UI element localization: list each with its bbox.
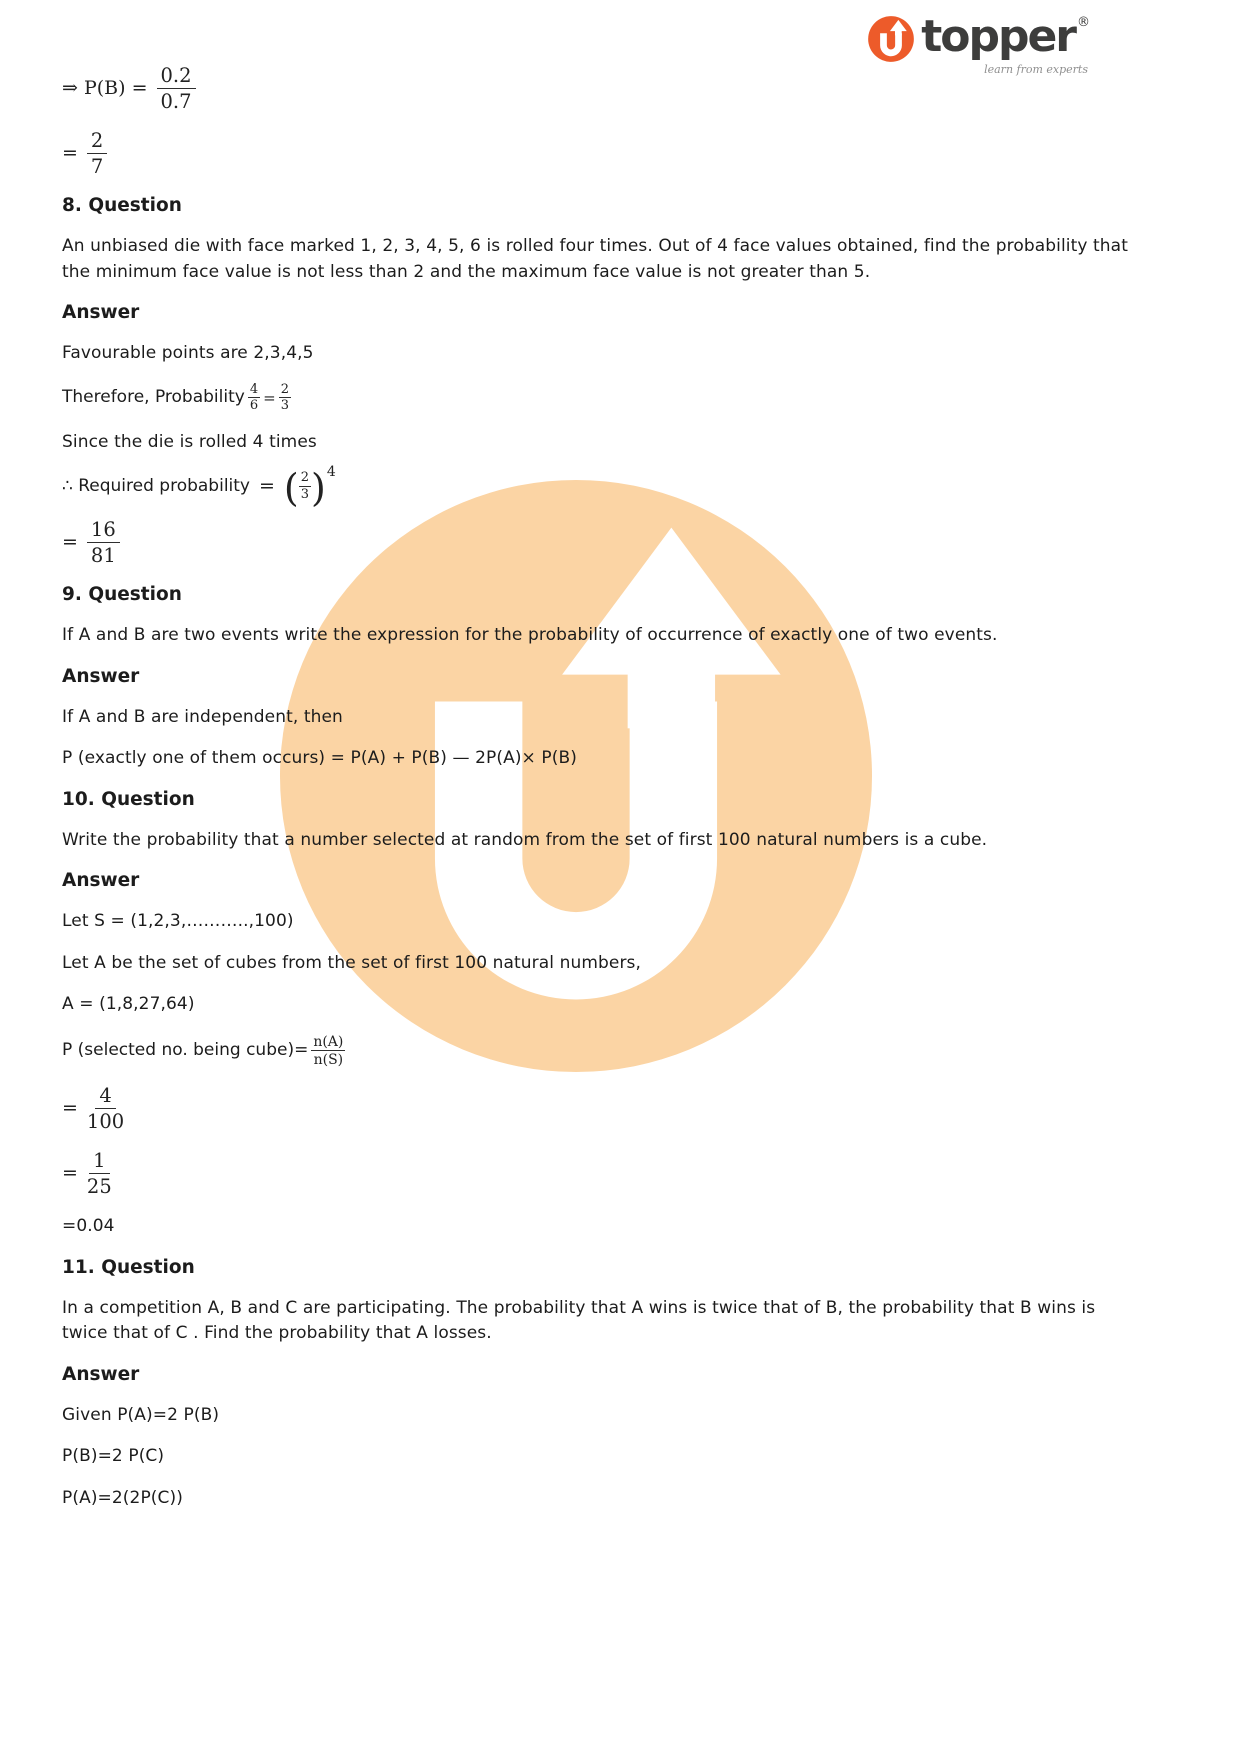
q8-answer-line-3: Since the die is rolled 4 times <box>62 431 317 452</box>
fraction-numerator: 4 <box>95 1084 115 1109</box>
brand-name: topper <box>921 11 1075 62</box>
question-9-text: If A and B are two events write the expression for the probability of occurrence of exactly one of two events. <box>62 625 998 646</box>
fraction-2-7 <box>87 129 107 178</box>
fraction-numerator: 0.2 <box>157 64 196 89</box>
equals-sign: = <box>62 142 78 165</box>
fraction-numerator: 2 <box>300 470 310 486</box>
question-10-answer-label: Answer <box>62 870 140 892</box>
question-9-answer-label: Answer <box>62 665 140 687</box>
required-probability-text: ∴ Required probability <box>62 475 250 496</box>
math-lead-pb: ⇒ P(B) = <box>62 77 148 100</box>
question-10-heading: 10. Question <box>62 788 195 810</box>
q9-answer-line-2: P (exactly one of them occurs) = P(A) + P(B) — 2P(A)× P(B) <box>62 748 577 769</box>
exponent: 4 <box>326 463 336 480</box>
fraction-2-3 <box>299 471 311 502</box>
close-paren: ) <box>311 465 326 510</box>
equals-sign: = <box>62 531 78 554</box>
fraction-numerator: 1 <box>89 1149 109 1174</box>
fraction-nA-nS <box>311 1034 345 1068</box>
q8-answer-line-1: Favourable points are 2,3,4,5 <box>62 343 314 364</box>
topper-logo-row <box>868 11 1090 62</box>
open-paren: ( <box>283 465 299 510</box>
q8-required-probability-line <box>62 463 1142 510</box>
fraction-denominator: 7 <box>90 155 104 178</box>
q11-answer-line-3: P(A)=2(2P(C)) <box>62 1487 183 1508</box>
fraction-denominator: 81 <box>90 544 116 568</box>
q10-result-line-1 <box>62 1084 1142 1133</box>
q10-result-line-2 <box>62 1149 1142 1198</box>
question-11-heading: 11. Question <box>62 1256 195 1278</box>
q10-answer-decimal: =0.04 <box>62 1216 115 1237</box>
question-9-heading: 9. Question <box>62 584 182 606</box>
fraction-denominator: n(S) <box>313 1052 344 1069</box>
question-8-text: An unbiased die with face marked 1, 2, 3, 4, 5, 6 is rolled four times. Out of 4 face values obtained, find the probability that the minimum face value is not less than 2 and the maximum face value is not greater than 5. <box>62 236 1128 282</box>
equals-sign: = <box>259 475 275 498</box>
fraction-denominator: 100 <box>86 1110 125 1134</box>
fraction-numerator: 2 <box>87 129 107 154</box>
fraction-4-6 <box>248 383 260 414</box>
q10-answer-line-2: Let A be the set of cubes from the set of first 100 natural numbers, <box>62 952 641 973</box>
fraction-denominator: 3 <box>300 486 310 502</box>
fraction-numerator: 16 <box>87 518 120 543</box>
math-line-2-7 <box>62 129 1142 178</box>
equals-sign: = <box>263 388 276 407</box>
brand-tagline: learn from experts <box>984 63 1088 76</box>
fraction-numerator: 4 <box>249 381 259 397</box>
fraction-denominator: 3 <box>280 398 289 414</box>
q10-cube-probability-text: P (selected no. being cube)= <box>62 1040 309 1061</box>
fraction-numerator: n(A) <box>313 1033 344 1050</box>
q8-result-line <box>62 518 1142 567</box>
fraction-4-100 <box>87 1084 124 1133</box>
question-8-answer-label: Answer <box>62 302 140 324</box>
q8-probability-line <box>62 383 1142 414</box>
q9-answer-line-1: If A and B are independent, then <box>62 706 343 727</box>
q8-probability-text: Therefore, Probability <box>62 387 245 408</box>
topper-u-icon <box>868 16 914 62</box>
q10-answer-line-3: A = (1,8,27,64) <box>62 994 195 1015</box>
question-10-text: Write the probability that a number selected at random from the set of first 100 natural numbers is a cube. <box>62 829 988 850</box>
equals-sign: = <box>62 1097 78 1120</box>
registered-mark: ® <box>1077 15 1090 30</box>
fraction-0_2-0_7 <box>157 64 196 113</box>
fraction-denominator: 0.7 <box>160 90 192 113</box>
fraction-denominator: 25 <box>86 1175 112 1199</box>
fraction-2-3 <box>279 383 291 414</box>
q11-answer-line-2: P(B)=2 P(C) <box>62 1446 165 1467</box>
fraction-numerator: 2 <box>280 381 289 397</box>
two-thirds-power-four <box>283 463 336 510</box>
fraction-1-25 <box>87 1149 112 1198</box>
question-11-answer-label: Answer <box>62 1363 140 1385</box>
question-11-text: In a competition A, B and C are participating. The probability that A wins is twice that of B, the probability that B wins is twice that of C . Find the probability that A losses. <box>62 1297 1096 1344</box>
fraction-denominator: 6 <box>249 398 259 414</box>
equals-sign: = <box>62 1162 78 1185</box>
q10-answer-line-1: Let S = (1,2,3,………..,100) <box>62 911 294 932</box>
brand-wordmark <box>921 11 1090 62</box>
q10-cube-probability-line <box>62 1034 1142 1068</box>
fraction-16-81 <box>87 518 120 567</box>
question-8-heading: 8. Question <box>62 195 182 216</box>
topper-logo <box>868 11 1090 76</box>
q11-answer-line-1: Given P(A)=2 P(B) <box>62 1404 220 1425</box>
